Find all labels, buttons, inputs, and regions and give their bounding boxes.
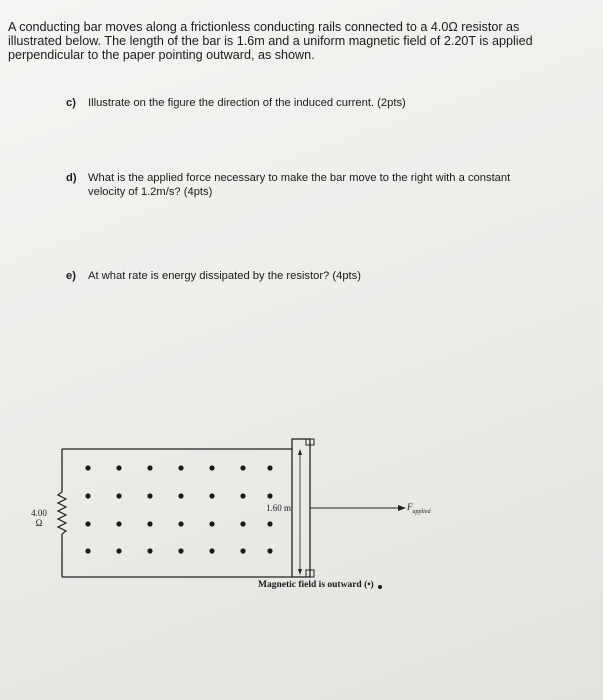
caption-dot-glyph — [378, 585, 382, 589]
magnetic-field-dots — [85, 465, 272, 553]
field-dot — [178, 465, 183, 470]
length-arrow-bottom — [298, 569, 302, 575]
field-dot — [267, 493, 272, 498]
field-dot — [209, 521, 214, 526]
problem-statement — [8, 20, 593, 62]
field-dot — [116, 521, 121, 526]
problem-line-3: perpendicular to the paper pointing outward, as shown. — [8, 48, 315, 62]
field-dot — [85, 465, 90, 470]
field-dot — [85, 521, 90, 526]
force-subscript: applied — [412, 508, 431, 515]
field-dot — [240, 465, 245, 470]
question-d-text-line-2: velocity of 1.2m/s? (4pts) — [88, 186, 213, 198]
field-dot — [147, 521, 152, 526]
question-d-text — [88, 171, 586, 199]
field-dot — [240, 493, 245, 498]
field-dot — [147, 548, 152, 553]
field-dot — [147, 493, 152, 498]
resistor-value: 4.00 — [31, 508, 47, 518]
field-dot — [85, 493, 90, 498]
question-d — [66, 171, 586, 199]
field-dot — [147, 465, 152, 470]
circuit-figure — [0, 430, 603, 610]
field-dot — [267, 548, 272, 553]
field-dot — [178, 521, 183, 526]
resistor-symbol — [58, 492, 66, 534]
field-dot — [240, 548, 245, 553]
field-caption: Magnetic field is outward (•) — [258, 580, 374, 590]
length-arrow-top — [298, 449, 302, 455]
field-dot — [209, 493, 214, 498]
question-e-letter: e) — [66, 270, 76, 282]
question-e — [66, 269, 586, 283]
question-c-text: Illustrate on the figure the direction of the induced current. (2pts) — [88, 97, 406, 109]
question-d-text-line-1: What is the applied force necessary to make the bar move to the right with a constant — [88, 172, 511, 184]
resistor-label — [29, 508, 49, 528]
question-d-letter: d) — [66, 172, 77, 184]
field-dot — [116, 548, 121, 553]
field-dot — [178, 493, 183, 498]
force-symbol: F — [407, 502, 413, 512]
field-dot — [267, 521, 272, 526]
field-dot — [85, 548, 90, 553]
field-dot — [209, 548, 214, 553]
resistor-unit: Ω — [35, 518, 43, 528]
applied-force-label — [407, 502, 431, 517]
field-dot — [209, 465, 214, 470]
question-e-text: At what rate is energy dissipated by the resistor? (4pts) — [88, 270, 361, 282]
field-dot — [116, 493, 121, 498]
bar-length-label: 1.60 m — [266, 503, 292, 513]
field-dot — [267, 465, 272, 470]
force-arrow-head — [398, 505, 406, 511]
field-dot — [116, 465, 121, 470]
problem-line-1: A conducting bar moves along a frictionless conducting rails connected to a 4.0Ω resistor as — [8, 20, 520, 34]
question-c-letter: c) — [66, 97, 76, 109]
field-dot — [178, 548, 183, 553]
conducting-bar — [292, 439, 310, 577]
problem-line-2: illustrated below. The length of the bar is 1.6m and a uniform magnetic field of 2.20T is applied — [8, 34, 533, 48]
question-c — [66, 96, 586, 110]
field-dot — [240, 521, 245, 526]
